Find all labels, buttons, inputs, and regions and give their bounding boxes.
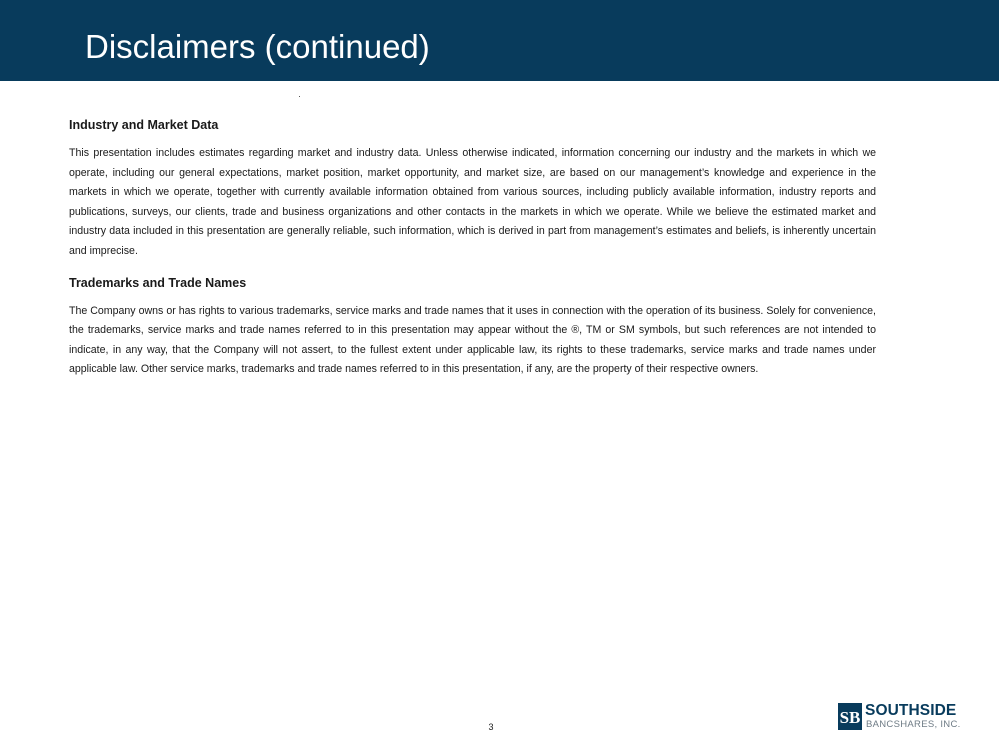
paragraph-industry-market-data: This presentation includes estimates regarding market and industry data. Unless otherwise indicated, information concerning our industry and the markets in which we operate, including our general expectations, market position, market opportunity, and market size, are based on our management’s knowledge and experience in the markets in which we operate, together with currently available information obtained from various sources, including publicly available information, industry reports and publications, surveys, our clients, trade and business organizations and other contacts in the markets in which we operate. While we believe the estimated market and industry data included in this presentation are generally reliable, such information, which is derived in part from management’s estimates and beliefs, is inherently uncertain and imprecise. — [69, 147, 876, 257]
page-title: Disclaimers (continued) — [85, 28, 430, 65]
page-number: 3 — [488, 722, 494, 732]
logo-mark-text: SB — [839, 708, 861, 727]
southside-sb-logo-icon — [838, 703, 862, 730]
section-heading-trademarks: Trademarks and Trade Names — [69, 275, 247, 290]
content-area — [69, 116, 876, 380]
logo-company-subtitle: BANCSHARES, INC. — [866, 719, 961, 730]
header-bar — [0, 0, 999, 81]
southside-logo — [838, 703, 970, 731]
section-heading-industry-market-data: Industry and Market Data — [69, 118, 219, 132]
stray-dot — [299, 96, 300, 97]
logo-company-name: SOUTHSIDE — [865, 702, 957, 719]
paragraph-trademarks: The Company owns or has rights to various trademarks, service marks and trade names that it uses in connection with the operation of its business. Solely for convenience, the trademarks, service marks and trade names referred to in this presentation may appear without the ®, TM or SM symbols, but such references are not intended to indicate, in any way, that the Company will not assert, to the fullest extent under applicable law, its rights to these trademarks, service marks and trade names under applicable law. Other service marks, trademarks and trade names referred to in this presentation, if any, are the property of their respective owners. — [69, 304, 876, 376]
